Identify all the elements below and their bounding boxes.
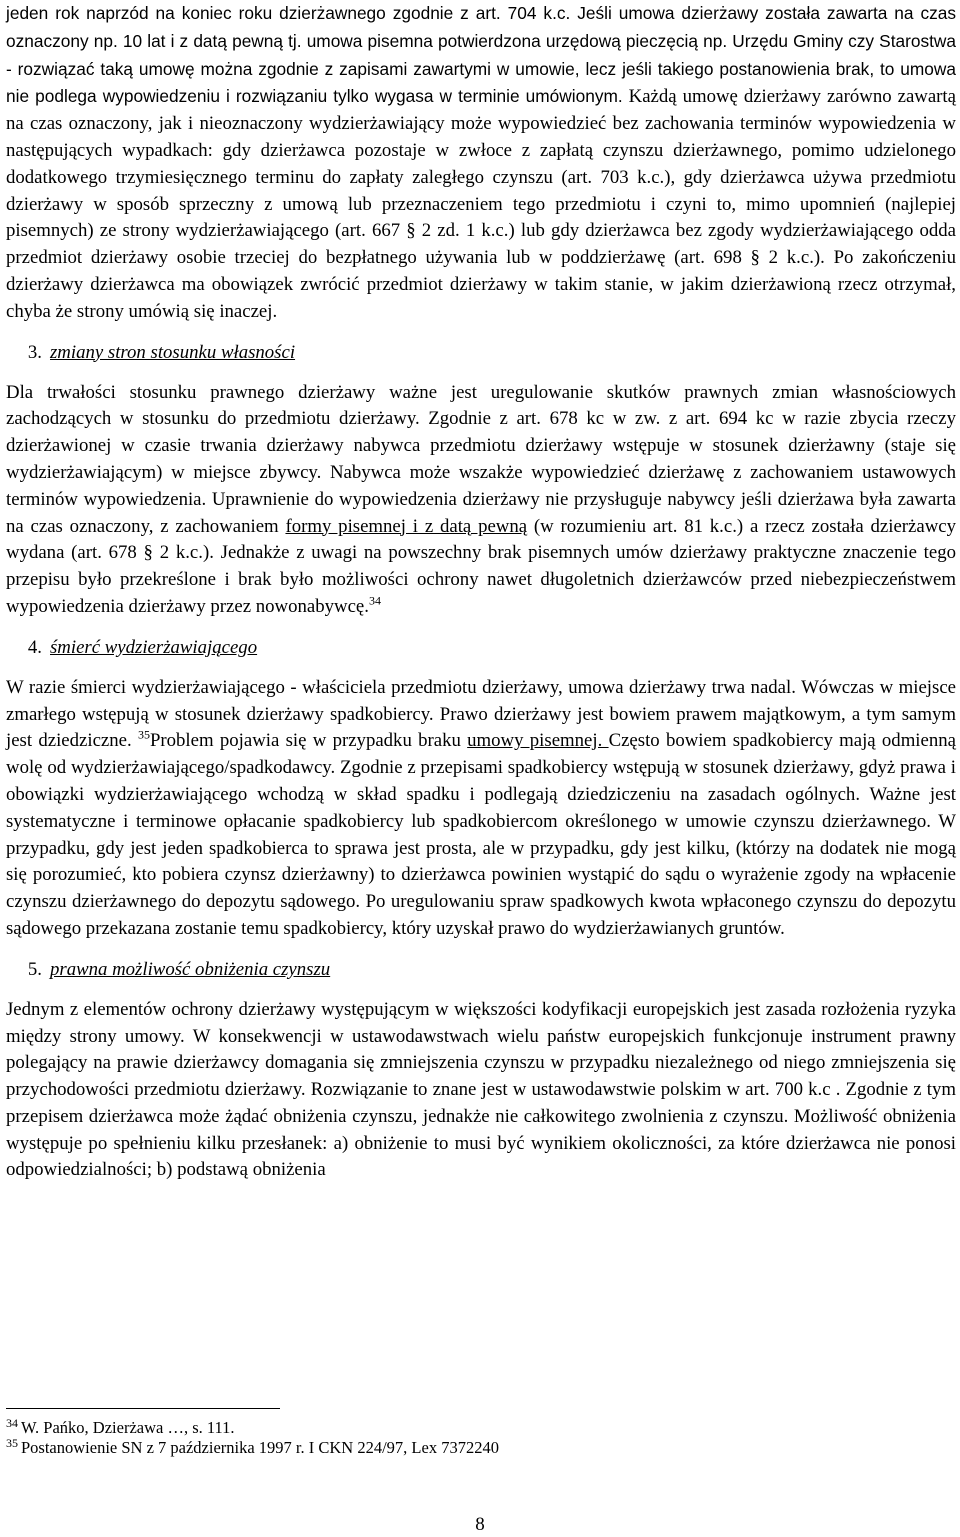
footnote-ref-35[interactable]: 35: [137, 728, 150, 743]
section-4-text-b: Problem pojawia się w przypadku braku: [149, 730, 468, 752]
footnote-separator: [6, 1408, 280, 1409]
page-content: [6, 0, 956, 1184]
section-4-number: 4.: [27, 636, 42, 658]
section-4-paragraph: [6, 675, 956, 943]
footnote-34: [6, 1415, 946, 1438]
section-3-text-b: (w rozumieniu art. 81 k.c.) a rzecz została dzierżawcy wydana (art. 678 § 2 k.c.). Jednakże z uwagi na powszechny brak pisemnych umów dzierżawy praktyczne znaczenie tego przepisu było przekreślone i brak było możliwości ochrony nawet długoletnich dzierżawców przed niebezpieczeństwem wypowiedzenia dzierżawy przez nowonabywcę.: [6, 515, 956, 617]
section-4-heading: [6, 635, 956, 661]
section-4-underlined: umowy pisemnej.: [467, 730, 609, 752]
footnote-text: W. Pańko, Dzierżawa …, s. 111.: [21, 1418, 235, 1437]
intro-paragraph: [6, 0, 956, 326]
section-3-number: 3.: [27, 341, 42, 363]
section-4-text-a: W razie śmierci wydzierżawiającego - właściciela przedmiotu dzierżawy, umowa dzierżawy trwa nadal. Wówczas w miejsce zmarłego wstępują w stosunek dzierżawy spadkobiercy. Prawo dzierżawy jest bowiem prawem majątkowym, a tym samym jest dziedziczne.: [6, 676, 956, 752]
section-3-title: zmiany stron stosunku własności: [50, 341, 296, 363]
footnote-35: [6, 1435, 946, 1458]
footnotes: [6, 1415, 946, 1458]
intro-serif-text: Każdą umowę dzierżawy zarówno zawartą na czas oznaczony, jak i nieoznaczony wydzierżawiający może wypowiedzieć bez zachowania terminów wypowiedzenia w następujących wypadkach: gdy dzierżawca pozostaje w zwłoce z zapłatą czynszu dzierżawnego, pomimo udzielonego dodatkowego trzymiesięcznego terminu do zapłaty zaległego czynszu (art. 703 k.c.), gdy dzierżawca używa przedmiotu dzierżawy w sposób sprzeczny z umową lub przeznaczeniem tego przedmiotu i czyni to, mimo upomnień (najlepiej pisemnych) ze strony wydzierżawiającego (art. 667 § 2 zd. 1 k.c.) lub gdy dzierżawca bez zgody wydzierżawiającego odda przedmiot dzierżawy osobie trzeciej do bezpłatnego używania lub w poddzierżawę (art. 698 § 2 k.c.). Po zakończeniu dzierżawy dzierżawca ma obowiązek zwrócić przedmiot dzierżawy w takim stanie, w jakim dzierżawioną rzecz otrzymał, chyba że strony umówią się inaczej.: [6, 86, 956, 322]
section-3-underlined: formy pisemnej i z datą pewną: [285, 515, 528, 537]
section-5-title: prawna możliwość obniżenia czynszu: [50, 958, 331, 980]
section-3-text-a: Dla trwałości stosunku prawnego dzierżawy ważne jest uregulowanie skutków prawnych zmian własnościowych zachodzących w stosunku do przedmiotu dzierżawy. Zgodnie z art. 678 kc w zw. z art. 694 kc w razie zbycia rzeczy dzierżawionej w czasie trwania dzierżawy nabywca przedmiotu dzierżawy wstępuje w stosunek dzierżawny (staje się wydzierżawiającym) w miejsce zbywcy. Nabywca może wszakże wypowiedzieć dzierżawę z zachowaniem ustawowych terminów wypowiedzenia. Uprawnienie do wypowiedzenia dzierżawy nie przysługuje nabywcy jeśli dzierżawa była zawarta na czas oznaczony, z zachowaniem: [6, 381, 956, 537]
footnote-number: 35: [6, 1435, 18, 1450]
intro-sans-text: jeden rok naprzód na koniec roku dzierżawnego zgodnie z art. 704 k.c. Jeśli umowa dzierżawy została zawarta na czas oznaczony np. 10 lat i z datą pewną tj. umowa pisemna potwierdzona urzędową pieczęcią np. Urzędu Gminy czy Starostwa - rozwiązać taką umowę można zgodnie z zapisami zawartymi w umowie, lecz jeśli takiego postanowienia brak, to umowa nie podlega wypowiedzeniu i rozwiązaniu tylko wygasa w terminie umówionym.: [6, 3, 956, 107]
footnote-number: 34: [6, 1415, 18, 1430]
section-4-title: śmierć wydzierżawiającego: [50, 636, 258, 658]
section-3-paragraph: [6, 380, 956, 621]
section-4-text-c: Często bowiem spadkobiercy mają odmienną wolę od wydzierżawiającego/spadkodawcy. Zgodnie z przepisami spadkobiercy wstępują w stosunek dzierżawy, gdyż prawa i obowiązki wydzierżawiającego wchodzą w skład spadku i podlegają dziedziczeniu na zasadach ogólnych. Ważne jest systematyczne i terminowe opłacanie spadkobiercy lub spadkobiercom określonego w umowie czynszu dzierżawnego. W przypadku, gdy jest jeden spadkobierca to sprawa jest prosta, ale w przypadku, gdy jest kilku, (którzy na dodatek nie mogą się porozumieć, kto pobiera czynsz dzierżawny) to dzierżawca powinien wystąpić do sądu o wyrażenie zgody na wpłacenie czynszu dzierżawnego do depozytu sądowego. Po uregulowaniu spraw spadkowych kwota wpłaconego czynszu do depozytu sądowego przekazana zostanie temu spadkobiercy, który uzyskał prawo do wydzierżawianych gruntów.: [6, 730, 956, 939]
footnote-ref-34[interactable]: 34: [368, 593, 381, 608]
page-number: 8: [475, 1514, 485, 1535]
section-5-heading: [6, 957, 956, 983]
section-5-paragraph: Jednym z elementów ochrony dzierżawy występującym w większości kodyfikacji europejskich jest zasada rozłożenia ryzyka między strony umowy. W konsekwencji w ustawodawstwach wielu państw europejskich funkcjonuje instrument prawny polegający na prawie dzierżawcy domagania się zmniejszenia czynszu w przypadku niezależnego od niego zmniejszenia się przychodowości przedmiotu dzierżawy. Rozwiązanie to znane jest w ustawodawstwie polskim w art. 700 k.c . Zgodnie z tym przepisem dzierżawca może żądać obniżenia czynszu, jednakże nie całkowitego zwolnienia z czynszu. Możliwość obniżenia występuje po spełnieniu kilku przesłanek: a) obniżenie to musi być wynikiem okoliczności, za które dzierżawca nie ponosi odpowiedzialności; b) podstawą obniżenia: [6, 998, 956, 1181]
section-3-heading: [6, 340, 956, 366]
section-5-number: 5.: [27, 958, 42, 980]
footnote-text: Postanowienie SN z 7 października 1997 r. I CKN 224/97, Lex 7372240: [21, 1438, 499, 1457]
